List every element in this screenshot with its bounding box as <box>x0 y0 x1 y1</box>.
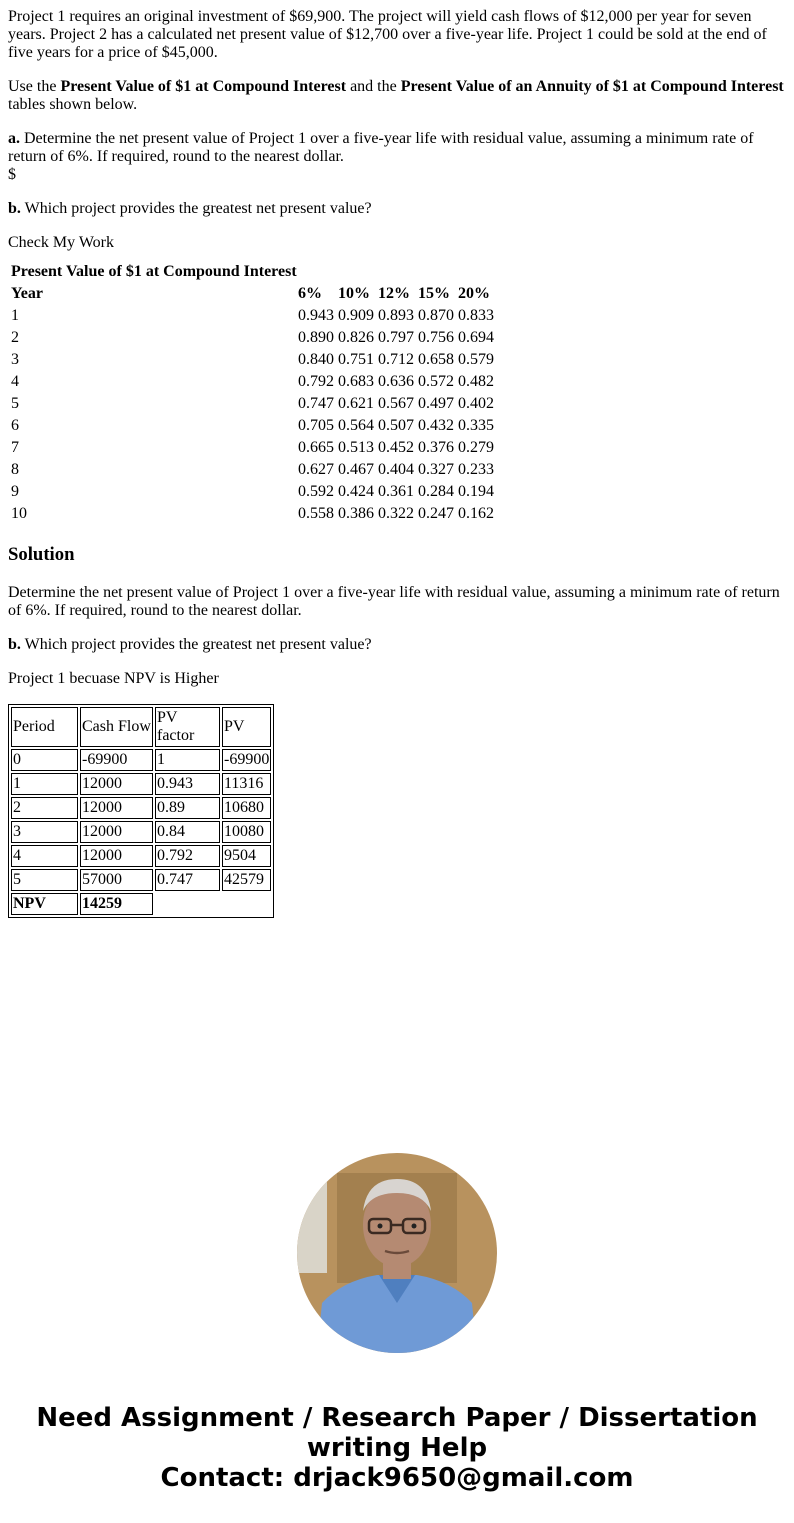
pv-table-header-row <box>10 284 495 304</box>
npv-cell: 1 <box>11 773 78 795</box>
npv-table-row <box>11 773 271 795</box>
check-my-work[interactable]: Check My Work <box>8 234 114 251</box>
table1-name: Present Value of $1 at Compound Interest <box>60 78 347 95</box>
npv-total-label: NPV <box>11 893 78 915</box>
solution-part-b-question <box>8 636 786 654</box>
npv-cell: 9504 <box>222 845 271 867</box>
pv-factor-cell: 0.194 <box>458 483 494 500</box>
pv-factor-cell: 0.564 <box>338 417 374 434</box>
npv-header-cell: PV factor <box>155 707 220 747</box>
pv-factor-cell: 0.665 <box>298 439 334 456</box>
pv-factor-cell: 0.572 <box>418 373 454 390</box>
npv-cell: 4 <box>11 845 78 867</box>
npv-empty-cell <box>155 893 271 915</box>
npv-table-row <box>11 797 271 819</box>
pv-year-cell: 2 <box>11 329 19 346</box>
pv-table-row <box>10 306 495 326</box>
pv-factor-cell: 0.890 <box>298 329 334 346</box>
table-reference <box>8 78 786 114</box>
pv-factor-cell: 0.567 <box>378 395 414 412</box>
npv-cell: 2 <box>11 797 78 819</box>
npv-cell: 0.89 <box>155 797 220 819</box>
part-b-question <box>8 200 786 218</box>
pv-factor-cell: 0.833 <box>458 307 494 324</box>
pv-factor-cell: 0.870 <box>418 307 454 324</box>
npv-cell: 12000 <box>80 845 153 867</box>
pv-factor-cell: 0.558 <box>298 505 334 522</box>
pv-factor-cell: 0.694 <box>458 329 494 346</box>
npv-cell: 0.792 <box>155 845 220 867</box>
pv-table-row <box>10 350 495 370</box>
pv-factor-cell: 0.592 <box>298 483 334 500</box>
npv-table <box>8 704 274 918</box>
pv-factor-cell: 0.513 <box>338 439 374 456</box>
npv-table-row <box>11 821 271 843</box>
npv-cell: 12000 <box>80 797 153 819</box>
pv-factor-cell: 0.712 <box>378 351 414 368</box>
pv-year-cell: 9 <box>11 483 19 500</box>
npv-cell: -69900 <box>222 749 271 771</box>
table2-name: Present Value of an Annuity of $1 at Compound Interest <box>400 78 784 95</box>
pv-factor-cell: 0.322 <box>378 505 414 522</box>
pv-header-cell: 10% <box>338 285 370 302</box>
pv-header-cell: Year <box>11 285 43 302</box>
pv-factor-cell: 0.284 <box>418 483 454 500</box>
pv-table-row <box>10 438 495 458</box>
pv-table-row <box>10 394 495 414</box>
pv-factor-cell: 0.751 <box>338 351 374 368</box>
pv-factor-cell: 0.747 <box>298 395 334 412</box>
pv-factor-cell: 0.756 <box>418 329 454 346</box>
npv-cell: 0.747 <box>155 869 220 891</box>
pv-header-cell: 15% <box>418 285 450 302</box>
use-prefix: Use the <box>8 78 61 95</box>
npv-cell: 42579 <box>222 869 271 891</box>
author-avatar <box>297 1153 497 1353</box>
pv-factor-cell: 0.424 <box>338 483 374 500</box>
solution-heading: Solution <box>8 544 75 565</box>
npv-cell: 10680 <box>222 797 271 819</box>
pv-factor-cell: 0.893 <box>378 307 414 324</box>
pv-header-cell: 20% <box>458 285 490 302</box>
solution-answer-b: Project 1 becuase NPV is Higher <box>8 670 219 687</box>
solution-restate-a: Determine the net present value of Project 1 over a five-year life with residual value, assuming a minimum rate of return of 6%. If required, round to the nearest dollar. <box>8 584 780 619</box>
problem-intro: Project 1 requires an original investment of $69,900. The project will yield cash flows of $12,000 per year for seven years. Project 2 has a calculated net present value of $12,700 over a five-year life. Project 1 could be sold at the end of five years for a price of $45,000. <box>8 8 767 61</box>
pv-factor-cell: 0.361 <box>378 483 414 500</box>
pv-table-row <box>10 328 495 348</box>
part-b-text: Which project provides the greatest net present value? <box>20 200 372 217</box>
npv-cell: -69900 <box>80 749 153 771</box>
pv-table-row <box>10 482 495 502</box>
pv-factor-cell: 0.507 <box>378 417 414 434</box>
pv-factor-cell: 0.233 <box>458 461 494 478</box>
pv-year-cell: 6 <box>11 417 19 434</box>
use-suffix: tables shown below. <box>8 96 138 113</box>
pv-year-cell: 3 <box>11 351 19 368</box>
pv-factor-cell: 0.826 <box>338 329 374 346</box>
pv-factor-cell: 0.909 <box>338 307 374 324</box>
pv-factor-cell: 0.335 <box>458 417 494 434</box>
npv-cell: 57000 <box>80 869 153 891</box>
pv-table-title: Present Value of $1 at Compound Interest <box>11 263 297 280</box>
pv-factor-cell: 0.467 <box>338 461 374 478</box>
pv-table-row <box>10 504 495 524</box>
dollar-sign: $ <box>8 166 16 183</box>
pv-factor-cell: 0.636 <box>378 373 414 390</box>
banner-line-1: Need Assignment / Research Paper / Dissertation <box>36 1403 758 1433</box>
solution-part-b-label: b. <box>8 636 21 653</box>
pv-factor-cell: 0.943 <box>298 307 334 324</box>
pv-year-cell: 4 <box>11 373 19 390</box>
pv-year-cell: 1 <box>11 307 19 324</box>
npv-table-row <box>11 869 271 891</box>
pv-year-cell: 8 <box>11 461 19 478</box>
banner-line-2: writing Help <box>306 1433 488 1463</box>
part-a-label: a. <box>8 130 20 147</box>
npv-total-value: 14259 <box>80 893 153 915</box>
pv-year-cell: 7 <box>11 439 19 456</box>
npv-table-row <box>11 749 271 771</box>
part-b-label: b. <box>8 200 21 217</box>
pv-factor-cell: 0.579 <box>458 351 494 368</box>
npv-cell: 5 <box>11 869 78 891</box>
pv-year-cell: 10 <box>11 505 27 522</box>
pv-factor-cell: 0.402 <box>458 395 494 412</box>
banner-contact[interactable]: Contact: drjack9650@gmail.com <box>160 1463 634 1493</box>
pv-table <box>8 260 497 526</box>
pv-factor-cell: 0.162 <box>458 505 494 522</box>
pv-header-cell: 12% <box>378 285 410 302</box>
pv-factor-cell: 0.247 <box>418 505 454 522</box>
pv-factor-cell: 0.792 <box>298 373 334 390</box>
pv-factor-cell: 0.404 <box>378 461 414 478</box>
pv-factor-cell: 0.327 <box>418 461 454 478</box>
part-a-text: Determine the net present value of Project 1 over a five-year life with residual value, assuming a minimum rate of return of 6%. If required, round to the nearest dollar. <box>8 130 754 165</box>
use-middle: and the <box>346 78 401 95</box>
pv-factor-cell: 0.683 <box>338 373 374 390</box>
npv-header-cell: PV <box>222 707 271 747</box>
npv-total-row <box>11 893 271 915</box>
pv-factor-cell: 0.482 <box>458 373 494 390</box>
pv-table-row <box>10 460 495 480</box>
npv-cell: 0 <box>11 749 78 771</box>
pv-header-cell: 6% <box>298 285 322 302</box>
npv-header-row <box>11 707 271 747</box>
npv-cell: 0.84 <box>155 821 220 843</box>
promo-banner <box>0 1403 794 1493</box>
pv-factor-cell: 0.658 <box>418 351 454 368</box>
pv-factor-cell: 0.621 <box>338 395 374 412</box>
pv-factor-cell: 0.797 <box>378 329 414 346</box>
pv-factor-cell: 0.432 <box>418 417 454 434</box>
npv-table-row <box>11 845 271 867</box>
part-a-question <box>8 130 786 184</box>
npv-cell: 12000 <box>80 773 153 795</box>
pv-table-row <box>10 416 495 436</box>
npv-header-cell: Period <box>11 707 78 747</box>
pv-factor-cell: 0.376 <box>418 439 454 456</box>
pv-factor-cell: 0.840 <box>298 351 334 368</box>
npv-header-cell: Cash Flow <box>80 707 153 747</box>
pv-factor-cell: 0.452 <box>378 439 414 456</box>
pv-table-title-row <box>10 262 495 282</box>
document-body <box>8 8 786 918</box>
npv-cell: 1 <box>155 749 220 771</box>
pv-factor-cell: 0.497 <box>418 395 454 412</box>
pv-factor-cell: 0.627 <box>298 461 334 478</box>
pv-factor-cell: 0.705 <box>298 417 334 434</box>
npv-cell: 3 <box>11 821 78 843</box>
pv-year-cell: 5 <box>11 395 19 412</box>
npv-cell: 12000 <box>80 821 153 843</box>
npv-cell: 11316 <box>222 773 271 795</box>
pv-table-row <box>10 372 495 392</box>
pv-factor-cell: 0.386 <box>338 505 374 522</box>
npv-cell: 10080 <box>222 821 271 843</box>
pv-factor-cell: 0.279 <box>458 439 494 456</box>
npv-cell: 0.943 <box>155 773 220 795</box>
avatar-portrait <box>297 1153 497 1353</box>
solution-part-b-text: Which project provides the greatest net present value? <box>20 636 372 653</box>
